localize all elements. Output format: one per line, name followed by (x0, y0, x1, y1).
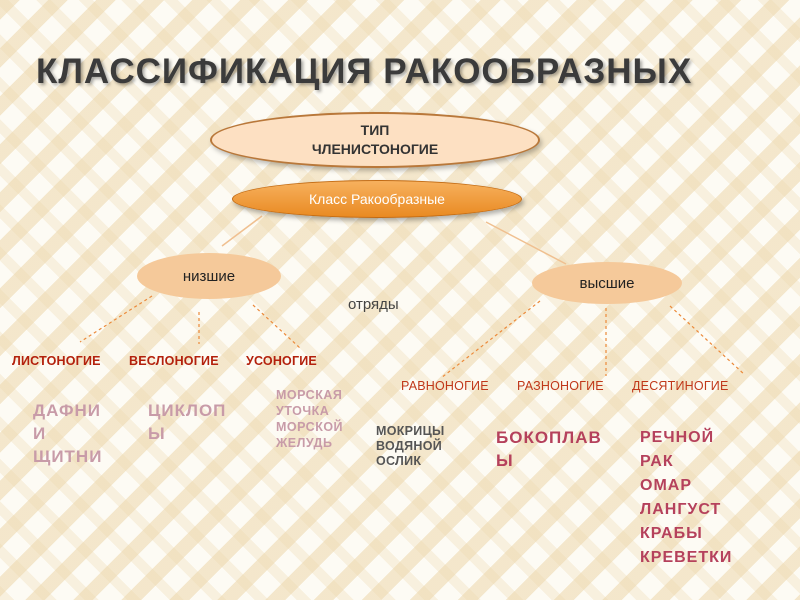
order-veslonogie: ВЕСЛОНОГИЕ (129, 354, 219, 368)
example-raznonogie: БОКОПЛАВ Ы (496, 428, 602, 470)
example-veslonogie: ЦИКЛОП Ы (148, 401, 227, 443)
example-listonogie: ДАФНИ И ЩИТНИ (33, 401, 103, 466)
type-node-label: ТИП ЧЛЕНИСТОНОГИЕ (311, 122, 439, 157)
link-higher-desyatinogie (670, 306, 745, 375)
example-desyatinogie: РЕЧНОЙ РАК ОМАР ЛАНГУСТ КРАБЫ КРЕВЕТКИ (640, 429, 733, 566)
orders-label: отряды (348, 296, 399, 313)
link-higher-ravnonogie (441, 301, 540, 378)
example-usonogie: МОРСКАЯ УТОЧКА МОРСКОЙ ЖЕЛУДЬ (276, 388, 344, 450)
link-lower-usonogie (253, 305, 300, 348)
example-ravnonogie: МОКРИЦЫ ВОДЯНОЙ ОСЛИК (376, 424, 445, 468)
link-class-higher (486, 222, 566, 264)
link-lower-listonogie (80, 296, 152, 342)
order-ravnonogie: РАВНОНОГИЕ (401, 379, 489, 393)
type-arthropoda-node (210, 112, 540, 168)
order-raznonogie: РАЗНОНОГИЕ (517, 379, 604, 393)
order-listonogie: ЛИСТОНОГИЕ (12, 354, 101, 368)
order-desyatinogie: ДЕСЯТИНОГИЕ (632, 379, 729, 393)
order-usonogie: УСОНОГИЕ (246, 354, 317, 368)
page-title: КЛАССИФИКАЦИЯ РАКООБРАЗНЫХ (36, 52, 693, 91)
class-crustacea-node (232, 180, 522, 218)
link-class-lower (222, 216, 262, 246)
lower-node-label: низшие (182, 267, 236, 285)
higher-node-label: высшие (579, 274, 635, 292)
lower-crustaceans-node (137, 253, 281, 299)
class-node-label: Класс Ракообразные (309, 191, 445, 207)
higher-crustaceans-node (532, 262, 682, 304)
